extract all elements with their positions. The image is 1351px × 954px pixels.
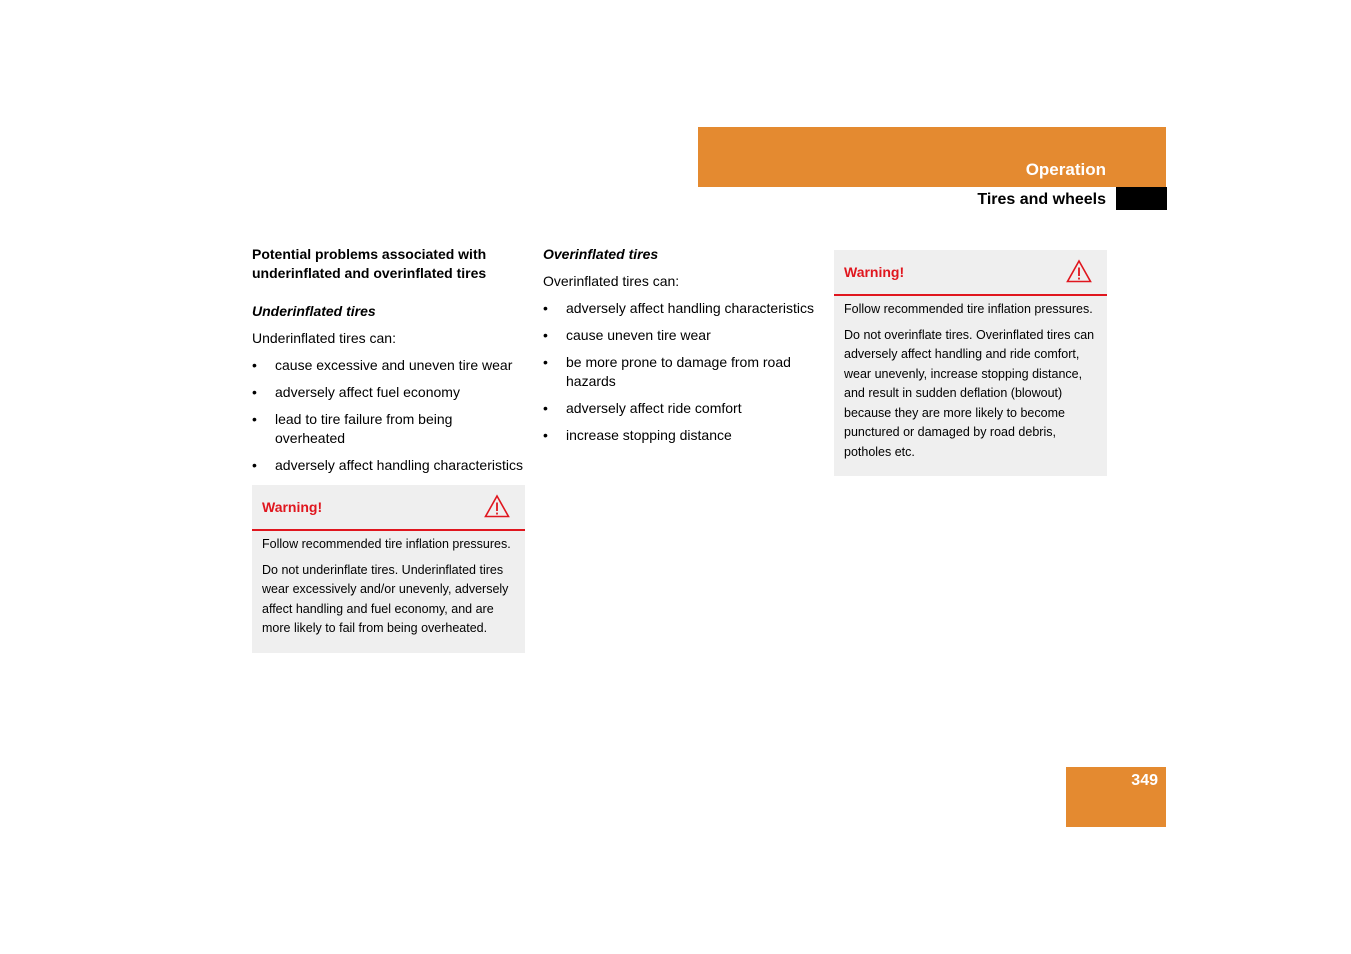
list-item-text: cause uneven tire wear	[566, 327, 711, 343]
bullet-icon: •	[543, 354, 548, 370]
list-item-text: lead to tire failure from being overheated	[275, 411, 453, 446]
list-item	[543, 399, 816, 418]
bullet-icon: •	[543, 400, 548, 416]
list-item-text: adversely affect handling characteristics	[275, 457, 523, 473]
warning-paragraph: Follow recommended tire inflation pressures.	[844, 302, 1093, 316]
warning-paragraph: Do not overinflate tires. Overinflated tires can adversely affect handling and ride comfort, wear unevenly, increase stopping distance, and result in sudden deflation (blowout) because they are more likely to become punctured or damaged by road debris, potholes etc.	[844, 327, 1095, 459]
warning-triangle-icon	[484, 494, 510, 518]
warning-paragraph: Follow recommended tire inflation pressures.	[262, 537, 511, 551]
bullet-icon: •	[252, 457, 257, 473]
warning-header	[834, 250, 1107, 296]
warning-title: Warning!	[262, 499, 323, 515]
list-item	[543, 299, 816, 318]
list-item	[543, 326, 816, 345]
warning-body	[252, 531, 525, 653]
list-item	[252, 456, 525, 475]
column-overinflated	[543, 245, 816, 453]
bullet-icon: •	[543, 427, 548, 443]
subsection-title: Tires and wheels	[977, 191, 1106, 208]
section-title: Operation	[1025, 160, 1106, 179]
bullet-icon: •	[543, 327, 548, 343]
list-item	[252, 383, 525, 402]
column-warning	[834, 250, 1107, 476]
list-item-text: increase stopping distance	[566, 427, 732, 443]
warning-triangle-icon	[1066, 259, 1092, 283]
bullet-icon: •	[252, 357, 257, 373]
overinflated-intro: Overinflated tires can:	[543, 273, 680, 289]
warning-body	[834, 296, 1107, 476]
list-item-text: adversely affect fuel economy	[275, 384, 460, 400]
bullet-icon: •	[543, 300, 548, 316]
underinflated-intro: Underinflated tires can:	[252, 330, 396, 346]
list-item	[252, 410, 525, 448]
warning-title: Warning!	[844, 264, 905, 280]
list-item-text: cause excessive and uneven tire wear	[275, 357, 513, 373]
page-number-box	[1066, 767, 1166, 827]
bullet-icon: •	[252, 384, 257, 400]
list-item	[543, 353, 816, 391]
warning-paragraph: Do not underinflate tires. Underinflated tires wear excessively and/or unevenly, adversely affect handling and fuel economy, and are more likely to fail from being overheated.	[262, 562, 509, 635]
underinflated-list	[252, 356, 525, 475]
list-item-text: adversely affect ride comfort	[566, 400, 742, 416]
list-item-text: be more prone to damage from road hazards	[566, 354, 791, 389]
list-item	[543, 426, 816, 445]
topic-heading: Potential problems associated with underinflated and overinflated tires	[252, 246, 487, 281]
warning-box-overinflation	[834, 250, 1107, 476]
list-item	[252, 356, 525, 375]
column-underinflated	[252, 245, 525, 653]
bullet-icon: •	[252, 411, 257, 427]
list-item-text: adversely affect handling characteristics	[566, 300, 814, 316]
page-number: 349	[1131, 772, 1158, 789]
section-tab-marker	[1116, 187, 1167, 210]
underinflated-subhead: Underinflated tires	[252, 303, 376, 319]
warning-box-underinflation	[252, 485, 525, 653]
overinflated-list	[543, 299, 816, 445]
overinflated-subhead: Overinflated tires	[543, 246, 659, 262]
warning-header	[252, 485, 525, 531]
